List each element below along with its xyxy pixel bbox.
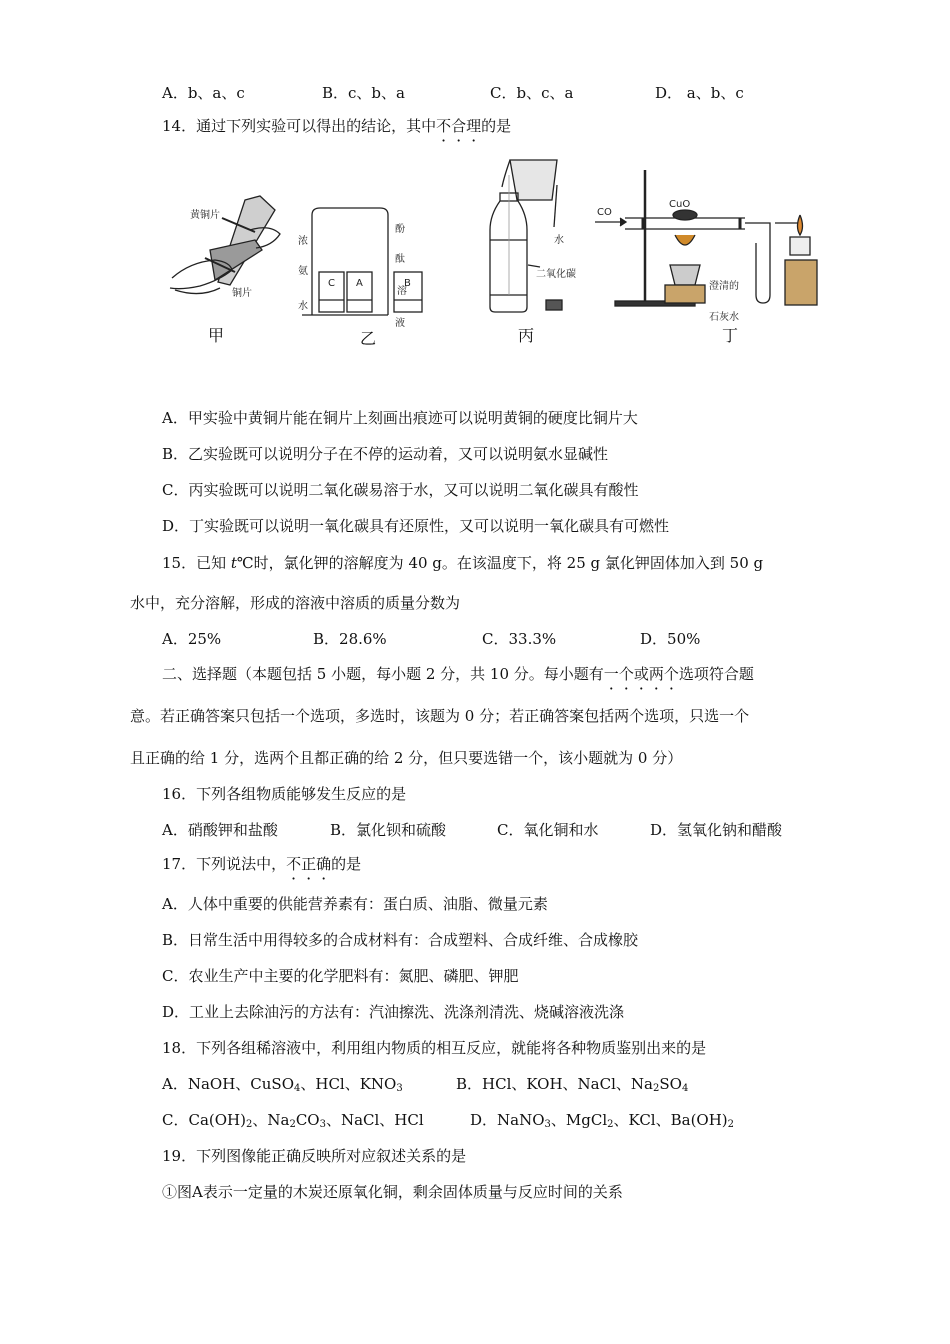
q15-stem-line2: 水中，充分溶解，形成的溶液中溶质的质量分数为 <box>130 594 461 612</box>
q17-stem-post: 的是 <box>331 855 362 873</box>
q18-option-a <box>162 1074 403 1099</box>
section2-emphasis: 或 <box>633 665 649 683</box>
q18-c-text: 、Na <box>252 1111 290 1129</box>
q18-c-text: C．Ca(OH) <box>162 1111 246 1129</box>
q17-option-d: D．工业上去除油污的方法有：汽油擦洗、洗涤剂清洗、烧碱溶液洗涤 <box>162 1003 625 1021</box>
yi-left-label: 氨 <box>298 266 308 277</box>
q18-c-subscript: 3 <box>319 1119 326 1130</box>
figure-bing-label: 丙 <box>518 326 535 345</box>
bing-co2-label: 二氧化碳 <box>536 269 576 280</box>
q17-stem-emphasis: 正 <box>301 855 317 873</box>
q15-option-d: D．50% <box>640 630 701 648</box>
yi-left-label: 浓 <box>298 236 308 247</box>
q18-d-text: D．NaNO <box>470 1111 545 1129</box>
figure-ding-label: 丁 <box>722 326 739 345</box>
q15-option-c: C．33.3% <box>482 630 557 648</box>
q18-b-text: SO <box>659 1075 682 1093</box>
section2-emphasis: 两 <box>648 665 664 683</box>
q16-option-c: C．氧化铜和水 <box>497 821 599 839</box>
q18-b-subscript: 4 <box>681 1083 689 1094</box>
q18-d-text: 、KCl、Ba(OH) <box>613 1111 728 1129</box>
q18-d-subscript: 2 <box>727 1119 735 1130</box>
q16-stem: 16．下列各组物质能够发生反应的是 <box>162 785 407 803</box>
figure-bing-co2-bottle <box>462 155 592 320</box>
q15-option-a: A．25% <box>162 630 222 648</box>
figure-yi-ammonia <box>292 190 437 330</box>
q14-stem-emphasis: 理 <box>466 117 482 135</box>
q17-option-c: C．农业生产中主要的化学肥料有：氮肥、磷肥、钾肥 <box>162 967 519 985</box>
q18-b-text: B．HCl、KOH、NaCl、Na <box>456 1075 653 1093</box>
q13-option-d: D． a、b、c <box>655 84 744 102</box>
q15-stem-post: ℃时，氯化钾的溶解度为 40 g。在该温度下，将 25 g 氯化钾固体加入到 50 g <box>236 554 764 572</box>
figure-jia-label: 甲 <box>208 326 225 345</box>
ding-limewater-label-1: 澄清的 <box>709 281 739 292</box>
ding-cuo-label: CuO <box>669 199 691 210</box>
q18-option-c <box>162 1110 424 1135</box>
q14-stem-emphasis: 合 <box>451 117 467 135</box>
q18-option-b <box>456 1074 688 1099</box>
q18-c-text: CO <box>295 1111 320 1129</box>
q17-stem-emphasis: 不 <box>286 855 302 873</box>
q14-option-c: C．丙实验既可以说明二氧化碳易溶于水，又可以说明二氧化碳具有酸性 <box>162 481 639 499</box>
section2-line1-pre: 二、选择题（本题包括 5 小题，每小题 2 分，共 10 分。每小题有 <box>162 665 604 683</box>
bing-water-label: 水 <box>554 235 564 246</box>
q19-stem: 19．下列图像能正确反映所对应叙述关系的是 <box>162 1147 467 1165</box>
q14-stem-post: 的是 <box>481 117 512 135</box>
q15-stem-pre: 15．已知 <box>162 554 231 572</box>
q18-d-text: 、MgCl <box>550 1111 608 1129</box>
ding-co-label: CO <box>597 207 612 218</box>
section2-line1 <box>162 664 754 684</box>
q16-option-d: D．氢氧化钠和醋酸 <box>650 821 783 839</box>
q18-c-subscript: 2 <box>289 1119 296 1130</box>
section2-line2: 意。若正确答案只包括一个选项，多选时，该题为 0 分；若正确答案包括两个选项，只选一个 <box>130 707 750 725</box>
q18-a-subscript: 3 <box>396 1083 403 1094</box>
beaker-c-label: C <box>328 278 335 289</box>
section2-line1-post: 选项符合题 <box>678 665 754 683</box>
q13-option-b: B．c、b、a <box>322 84 405 102</box>
q18-a-text: 、HCl、KNO <box>300 1075 397 1093</box>
q16-option-b: B．氯化钡和硫酸 <box>330 821 447 839</box>
q14-stem-pre: 14．通过下列实验可以得出的结论，其中 <box>162 117 437 135</box>
yi-right-label: 酞 <box>395 254 405 265</box>
q17-stem-emphasis: 确 <box>316 855 332 873</box>
q14-option-a: A．甲实验中黄铜片能在铜片上刻画出痕迹可以说明黄铜的硬度比铜片大 <box>162 409 638 427</box>
section2-line3: 且正确的给 1 分，选两个且都正确的给 2 分，但只要选错一个，该小题就为 0 分） <box>130 749 683 767</box>
jia-top-label: 黄铜片 <box>190 210 220 221</box>
section2-emphasis: 个 <box>663 665 679 683</box>
section2-emphasis: 个 <box>618 665 634 683</box>
q15-temperature-variable: t <box>230 554 237 572</box>
q16-option-a: A．硝酸钾和盐酸 <box>162 821 278 839</box>
q15-option-b: B．28.6% <box>313 630 387 648</box>
q18-d-subscript: 2 <box>607 1119 614 1130</box>
figure-yi-label: 乙 <box>360 329 377 348</box>
q18-b-subscript: 2 <box>652 1083 660 1094</box>
yi-left-label: 水 <box>298 301 308 312</box>
q15-stem-line1 <box>162 553 763 573</box>
q14-stem <box>162 116 511 136</box>
q13-option-a: A．b、a、c <box>162 84 245 102</box>
q18-c-text: 、NaCl、HCl <box>325 1111 424 1129</box>
q18-a-text: A．NaOH、CuSO <box>162 1075 294 1093</box>
q18-d-subscript: 3 <box>544 1119 551 1130</box>
yi-right-label: 酚 <box>395 224 405 235</box>
q13-option-c: C．b、c、a <box>490 84 574 102</box>
q17-stem <box>162 854 361 874</box>
q14-option-d: D．丁实验既可以说明一氧化碳具有还原性，又可以说明一氧化碳具有可燃性 <box>162 517 670 535</box>
q17-option-a: A．人体中重要的供能营养素有：蛋白质、油脂、微量元素 <box>162 895 548 913</box>
yi-right-label: 液 <box>395 318 405 329</box>
q14-stem-emphasis: 不 <box>436 117 452 135</box>
yi-right-label: 溶 <box>397 286 407 297</box>
q18-option-d <box>470 1110 734 1135</box>
q19-item-1: ①图A表示一定量的木炭还原氧化铜，剩余固体质量与反应时间的关系 <box>162 1183 623 1201</box>
q14-option-b: B．乙实验既可以说明分子在不停的运动着，又可以说明氨水显碱性 <box>162 445 609 463</box>
figure-jia-brass-scratch <box>160 190 290 305</box>
q18-c-subscript: 2 <box>245 1119 253 1130</box>
figure-ding-co-reduction <box>595 165 825 325</box>
q18-stem: 18．下列各组稀溶液中，利用组内物质的相互反应，就能将各种物质鉴别出来的是 <box>162 1039 707 1057</box>
q17-option-b: B．日常生活中用得较多的合成材料有：合成塑料、合成纤维、合成橡胶 <box>162 931 639 949</box>
section2-emphasis: 一 <box>603 665 619 683</box>
jia-bottom-label: 铜片 <box>232 288 252 299</box>
beaker-a-label: A <box>356 278 363 289</box>
beaker-b-label: B <box>404 278 411 289</box>
q18-a-subscript: 4 <box>294 1083 301 1094</box>
q17-stem-pre: 17．下列说法中， <box>162 855 287 873</box>
ding-limewater-label-2: 石灰水 <box>709 312 739 323</box>
